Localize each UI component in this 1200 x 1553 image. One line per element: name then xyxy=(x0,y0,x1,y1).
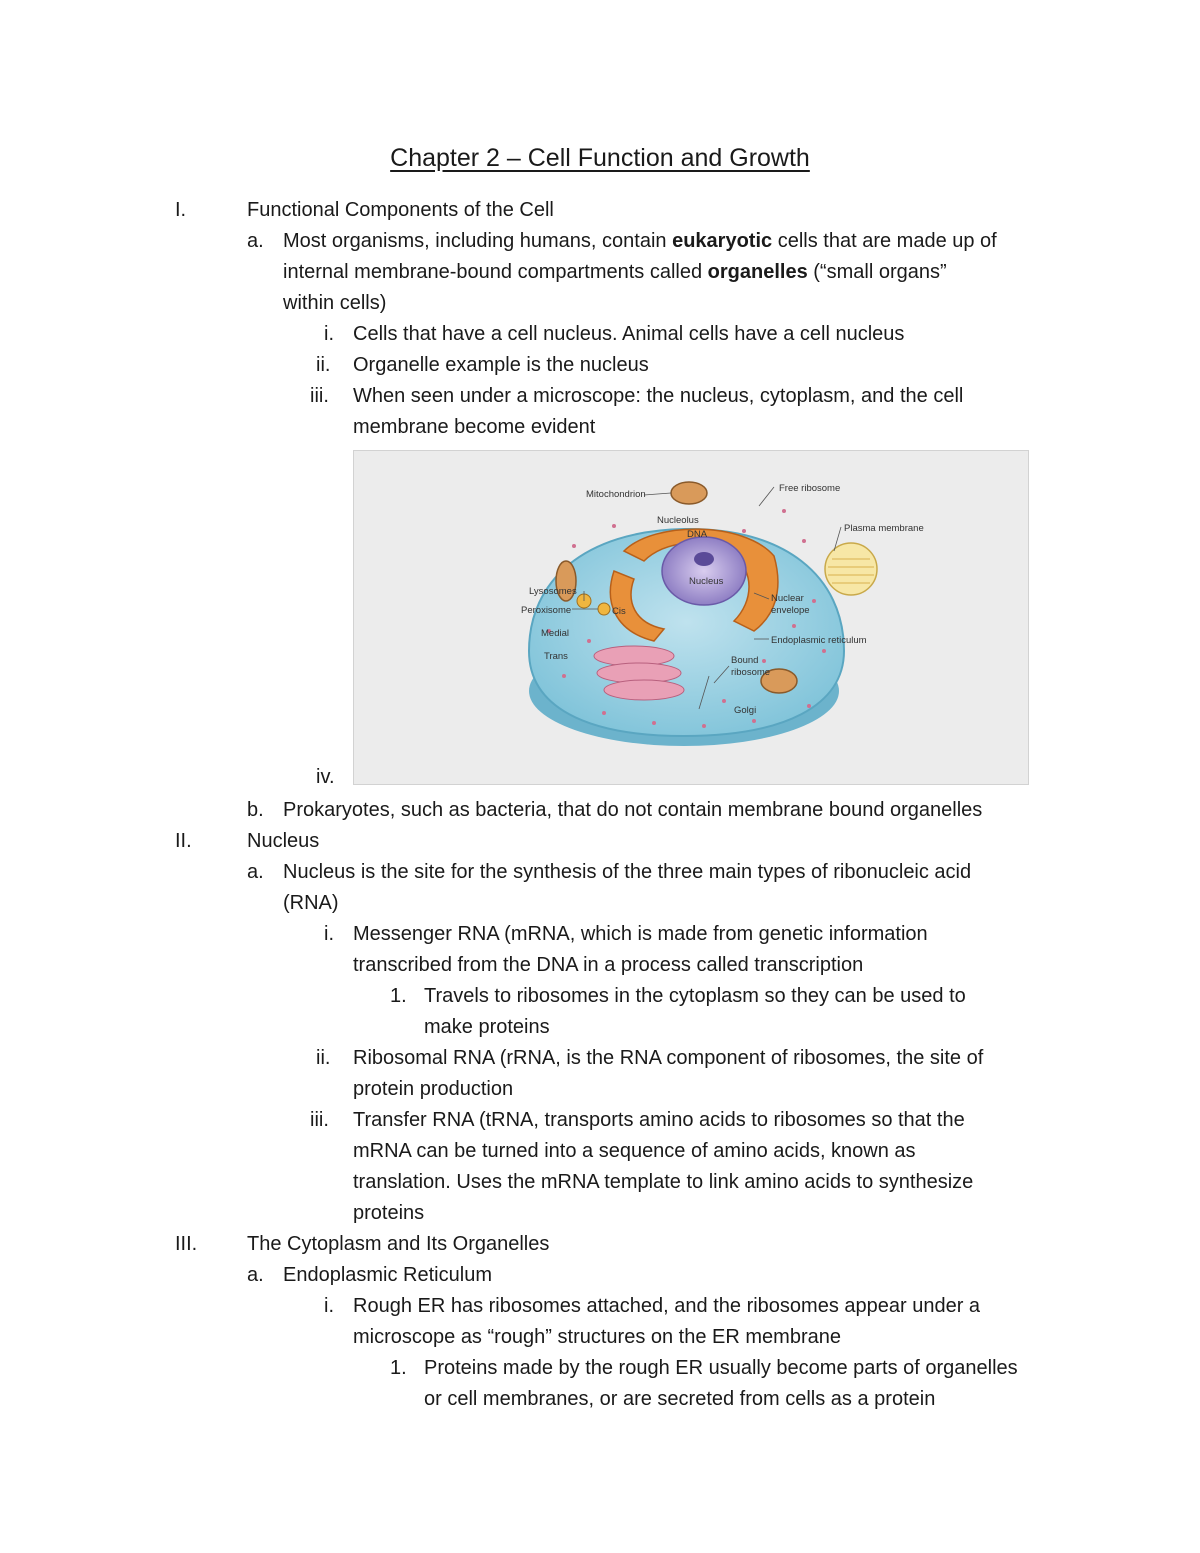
list-item-text: proteins xyxy=(353,1202,425,1224)
cell-diagram xyxy=(354,451,1028,784)
list-item-text: or cell membranes, or are secreted from cells as a protein xyxy=(424,1388,936,1410)
list-item-text: translation. Uses the mRNA template to link amino acids to synthesize xyxy=(353,1171,974,1193)
item-marker: a. xyxy=(247,861,264,883)
label-plasma-membrane: Plasma membrane xyxy=(844,523,924,534)
section-marker: I. xyxy=(175,199,187,221)
item-marker: b. xyxy=(247,799,264,821)
nucleus xyxy=(662,537,746,605)
list-item-text: Travels to ribosomes in the cytoplasm so they can be used to xyxy=(424,985,966,1007)
item-marker: ii. xyxy=(316,1047,331,1069)
item-marker: iii. xyxy=(310,385,329,407)
list-item-text: Cells that have a cell nucleus. Animal cells have a cell nucleus xyxy=(353,323,905,345)
list-item-text: membrane become evident xyxy=(353,416,596,438)
golgi-apparatus xyxy=(594,646,684,700)
list-item-text: Organelle example is the nucleus xyxy=(353,354,649,376)
section-marker: III. xyxy=(175,1233,198,1255)
label-dna: DNA xyxy=(687,529,708,540)
item-marker: 1. xyxy=(390,985,407,1007)
nucleolus xyxy=(694,552,714,566)
list-item-text: Proteins made by the rough ER usually become parts of organelles xyxy=(424,1357,1018,1379)
list-item-text: Prokaryotes, such as bacteria, that do not contain membrane bound organelles xyxy=(283,799,983,821)
list-item-text: Ribosomal RNA (rRNA, is the RNA component of ribosomes, the site of xyxy=(353,1047,984,1069)
item-marker: i. xyxy=(324,923,334,945)
item-marker: a. xyxy=(247,1264,264,1286)
item-marker: i. xyxy=(324,1295,334,1317)
list-item-text: Most organisms, including humans, contain eukaryotic cells that are made up of xyxy=(283,230,997,252)
label-nucleolus: Nucleolus xyxy=(657,515,699,526)
list-item-text: (RNA) xyxy=(283,892,339,914)
label-trans: Trans xyxy=(544,651,568,662)
list-item-text: transcribed from the DNA in a process called transcription xyxy=(353,954,864,976)
list-item-text: Messenger RNA (mRNA, which is made from genetic information xyxy=(353,923,928,945)
item-marker: a. xyxy=(247,230,264,252)
item-marker: ii. xyxy=(316,354,331,376)
list-item-text: mRNA can be turned into a sequence of amino acids, known as xyxy=(353,1140,916,1162)
label-free-ribosome: Free ribosome xyxy=(779,483,841,494)
page-title: Chapter 2 – Cell Function and Growth xyxy=(390,144,810,172)
label-medial: Medial xyxy=(541,628,569,639)
list-item-text: Rough ER has ribosomes attached, and the ribosomes appear under a xyxy=(353,1295,981,1317)
plasma-membrane-detail xyxy=(825,543,877,595)
list-item-text: Nucleus is the site for the synthesis of the three main types of ribonucleic acid xyxy=(283,861,972,883)
item-marker: 1. xyxy=(390,1357,407,1379)
label-bound-ribosome-2: ribosome xyxy=(731,667,771,678)
cell-diagram-figure xyxy=(353,450,1029,785)
list-item-text: make proteins xyxy=(424,1016,550,1038)
item-marker: iii. xyxy=(310,1109,329,1131)
label-bound-ribosome: Bound xyxy=(731,655,759,666)
list-item-text: Transfer RNA (tRNA, transports amino acids to ribosomes so that the xyxy=(353,1109,965,1131)
label-mitochondrion: Mitochondrion xyxy=(586,489,646,500)
peroxisome xyxy=(598,603,610,615)
label-nuclear-envelope-2: envelope xyxy=(771,605,810,616)
label-cis: Cis xyxy=(612,606,626,617)
label-peroxisome: Peroxisome xyxy=(521,605,572,616)
label-er: Endoplasmic reticulum xyxy=(771,635,867,646)
section-marker: II. xyxy=(175,830,192,852)
list-item-text: When seen under a microscope: the nucleus, cytoplasm, and the cell xyxy=(353,385,964,407)
section-heading: The Cytoplasm and Its Organelles xyxy=(247,1233,550,1255)
label-nuclear-envelope: Nuclear xyxy=(771,593,804,604)
mitochondrion xyxy=(671,482,707,504)
list-item-text: internal membrane-bound compartments called organelles (“small organs” xyxy=(283,261,947,283)
label-nucleus: Nucleus xyxy=(689,576,724,587)
item-marker: iv. xyxy=(316,766,335,788)
label-lysosomes: Lysosomes xyxy=(529,586,577,597)
list-item-text: within cells) xyxy=(283,292,387,314)
list-item-text: microscope as “rough” structures on the ER membrane xyxy=(353,1326,841,1348)
list-item-text: Endoplasmic Reticulum xyxy=(283,1264,492,1286)
label-golgi: Golgi xyxy=(734,705,757,716)
section-heading: Functional Components of the Cell xyxy=(247,199,554,221)
item-marker: i. xyxy=(324,323,334,345)
list-item-text: protein production xyxy=(353,1078,514,1100)
section-heading: Nucleus xyxy=(247,830,320,852)
